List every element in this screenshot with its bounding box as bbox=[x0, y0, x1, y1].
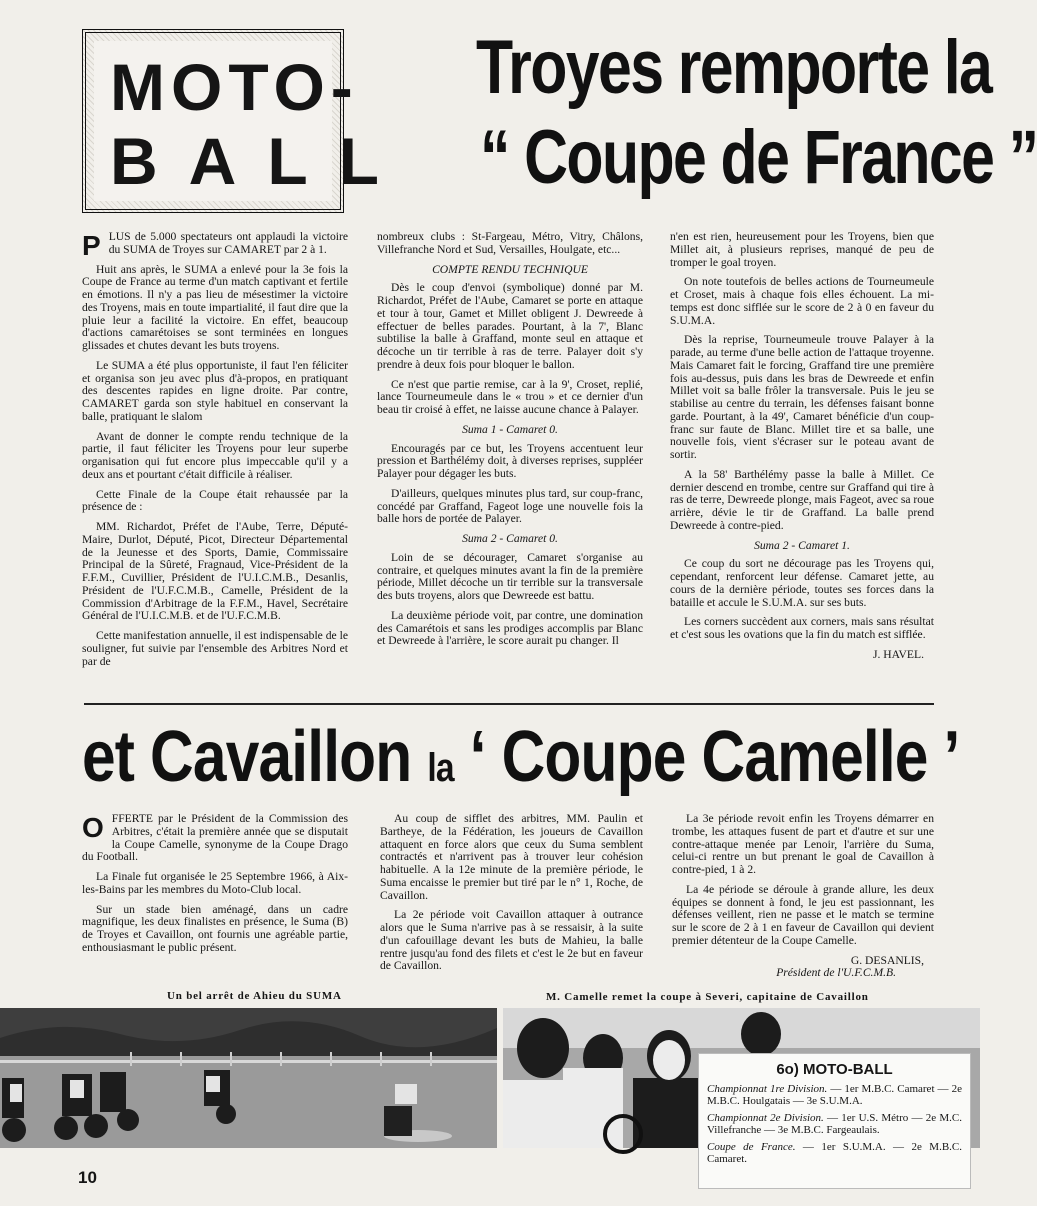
score-line: Suma 2 - Camaret 0. bbox=[462, 532, 558, 545]
paragraph: On note toutefois de belles actions de Tourneumeule et Croset, mais à chaque fois elles échouent. La mi-temps est donc sifflée sur le score de 2 à 0 en faveur du S.U.M.A. bbox=[670, 275, 934, 327]
article-2-column-1 bbox=[82, 813, 348, 962]
article-1-column-3 bbox=[670, 231, 934, 669]
paragraph: Avant de donner le compte rendu technique de la partie, il faut féliciter les Troyens pour leur superbe organisation qui fut encore plus impeccable qu'il y a deux ans et pourtant c'était difficile à réaliser. bbox=[82, 429, 348, 481]
photo-caption-right: M. Camelle remet la coupe à Severi, capitaine de Cavaillon bbox=[546, 991, 869, 1003]
section-title-line2: BALL bbox=[110, 123, 410, 198]
results-box bbox=[698, 1053, 971, 1189]
headline-2-part1: et Cavaillon bbox=[82, 717, 412, 797]
article-2-column-2 bbox=[380, 813, 643, 980]
section-title-box bbox=[82, 29, 410, 213]
article-1-column-1 bbox=[82, 231, 348, 675]
paragraph: MM. Richardot, Préfet de l'Aube, Terre, Député-Maire, Durlot, Député, Picot, Directeur Départemental de la Jeunesse et des Sports, Damie, Commissaire Principal de la Sûreté, Fragnaud, Vice-Président de la F.F.M., Cuvillier, Président de l'U.I.C.M.B., Desanlis, Président de l'U.F.C.M.B., Camelle, Président de la Commission d'Arbitrage de la F.F.M., Havel, Secrétaire Général de l'U.I.C.M.B. et de l'U.F.C.M.B. bbox=[82, 520, 348, 623]
score-line: Suma 2 - Camaret 1. bbox=[754, 538, 850, 552]
paragraph: A la 58' Barthélémy passe la balle à Millet. Ce dernier descend en trombe, centre sur Graffand qui tire à ras de terre, Dewreede plonge, mais Fageot, avec sa roue arrière, dévie le tir de Graffand. La balle prend Dewreede à contre-pied. bbox=[670, 467, 934, 532]
section-divider bbox=[84, 703, 934, 705]
paragraph: Les corners succèdent aux corners, mais sans résultat et c'est sous les ovations que la fin du match est sifflée. bbox=[670, 615, 934, 641]
photo-left-motoball-match bbox=[0, 1008, 497, 1148]
headline-2-part2: la bbox=[427, 746, 454, 790]
paragraph: n'en est rien, heureusement pour les Troyens, bien que Millet ait, à plusieurs reprises, manqué de peu de tromper le goal troyen. bbox=[670, 230, 934, 269]
headline-1-line2: “ Coupe de France ” bbox=[480, 115, 1037, 200]
page-number: 10 bbox=[78, 1168, 97, 1187]
article-1-column-2 bbox=[377, 231, 643, 655]
headline-1-line1: Troyes remporte la bbox=[476, 25, 992, 110]
headline-2-part3: ‘ Coupe Camelle ’ bbox=[469, 717, 960, 797]
drop-cap: O bbox=[82, 812, 104, 843]
paragraph: Huit ans après, le SUMA a enlevé pour la 3e fois la Coupe de France au terme d'un match captivant et fertile en émotions. Il n'y a pas lieu de mésestimer la victoire des Troyens, mais en toute impartialité, il faut dire que la pluie leur a facilité la victoire. En effet, beaucoup d'actions camarétoises se sont terminées en longues glissades et chutes devant les buts troyens. bbox=[82, 262, 348, 352]
paragraph: Dès le coup d'envoi (symbolique) donné par M. Richardot, Préfet de l'Aube, Camaret se porte en attaque et tour à tour, Gamet et Millet obligent J. Dewreede à effectuer de belles parades. Pourtant, à la 7', Blanc subtilise la balle à Graffand, monte seul en attaque et décoche un tir terrible à ras de terre. Palayer doit s'y prendre à deux fois pour bloquer le ballon. bbox=[377, 281, 643, 371]
paragraph: PLUS de 5.000 spectateurs ont applaudi la victoire du SUMA de Troyes sur CAMARET par 2 à 1. bbox=[82, 230, 348, 261]
paragraph: OFFERTE par le Président de la Commission des Arbitres, c'était la première année que se disputait la Coupe Camelle, synonyme de la Coupe Drago du Football. bbox=[82, 812, 348, 864]
paragraph: Ce n'est que partie remise, car à la 9', Croset, replié, lance Tourneumeule dans le « trou » et ce dernier d'un beau tir croisé à effet, ne laisse aucune chance à Palayer. bbox=[377, 377, 643, 416]
paragraph: Dès la reprise, Tourneumeule trouve Palayer à la parade, au terme d'une belle action de l'attaque troyenne. Mais Camaret fait le forcing, Graffand tire une première fois au-dessus, puis dans les bras de Dewreede et enfin Millet voit sa balle frôler la transversale. Puis le jeu se stabilise au centre du terrain, les défenses faisant bonne garde. Pourtant, à la 49', Camaret bénéficie d'un coup-franc sur faute de Blanc. Millet tire et sa balle, une nouvelle fois, vient s'écraser sur le poteau avant de sortir. bbox=[670, 333, 934, 461]
author-signature: G. DESANLIS, bbox=[850, 953, 924, 967]
results-second-division: Championnat 2e Division. — 1er U.S. Métro — 2e M.C. Villefranche — 3e M.B.C. Fargeaulais. bbox=[707, 1111, 962, 1136]
paragraph: La 2e période voit Cavaillon attaquer à outrance alors que le Suma n'arrive pas à se ressaisir, à la suite d'un cafouillage devant les buts de Mahieu, la balle rentre jusqu'au fond des filets et c'est le 2e but en faveur de Cavaillon. bbox=[380, 908, 643, 973]
paragraph: Sur un stade bien aménagé, dans un cadre magnifique, les deux finalistes en présence, le Suma (B) de Troyes et Cavaillon, ont fournis une agréable partie, enthousiasmant le public présent. bbox=[82, 902, 348, 954]
results-coupe-de-france: Coupe de France. — 1er S.U.M.A. — 2e M.B.C. Camaret. bbox=[707, 1140, 962, 1165]
section-title-line1: MOTO- bbox=[110, 50, 359, 124]
author-signature: J. HAVEL. bbox=[873, 647, 924, 661]
paragraph: Ce coup du sort ne décourage pas les Troyens qui, cependant, renforcent leur défense. Camaret jette, au cours de la dernière période, toutes ses forces dans la bataille et accule le S.U.M.A. sur ses buts. bbox=[670, 557, 934, 609]
paragraph: nombreux clubs : St-Fargeau, Métro, Vitry, Châlons, Villefranche Nord et Sud, Versailles, Houlgate, etc... bbox=[377, 230, 643, 256]
paragraph: Au coup de sifflet des arbitres, MM. Paulin et Bartheye, de la Fédération, les joueurs de Cavaillon attaquent en force alors que ceux du Suma semblent contractés et n'arrivent pas à trouver leur cohésion habituelle. A la 12e minute de la première période, le Suma encaisse le premier but tiré par le n° 1, Roche, de Cavaillon. bbox=[380, 812, 643, 902]
paragraph: La deuxième période voit, par contre, une domination des Camarétois et sans les prodiges accomplis par Blanc et Dewreede à l'arrière, le score aurait pu changer. Il bbox=[377, 608, 643, 648]
paragraph: Cette Finale de la Coupe était rehaussée par la présence de : bbox=[82, 487, 348, 514]
paragraph: La 3e période revoit enfin les Troyens démarrer en trombe, les attaques fusent de part et d'autre et sur une contre-attaque menée par Lenoir, l'arrière du Suma, celui-ci rentre un but prenant le goal de Cavaillon à contre-pied, 1 à 2. bbox=[672, 812, 934, 876]
subheading: COMPTE RENDU TECHNIQUE bbox=[432, 262, 588, 276]
paragraph: D'ailleurs, quelques minutes plus tard, sur coup-franc, concédé par Graffand, Fageot loge une nouvelle fois la balle hors de portée de Palayer. bbox=[377, 486, 643, 526]
drop-cap: P bbox=[82, 230, 101, 261]
results-first-division: Championnat 1re Division. — 1er M.B.C. Camaret — 2e M.B.C. Houlgatais — 3e S.U.M.A. bbox=[707, 1082, 962, 1107]
paragraph: La 4e période se déroule à grande allure, les deux équipes se donnent à fond, le jeu est passionnant, les défenses veillent, rien ne passe et le match se termine sur le score de 2 à 1 en faveur de Cavaillon qui devient premier détenteur de la Coupe Camelle. bbox=[672, 882, 934, 947]
author-title: Président de l'U.F.C.M.B. bbox=[776, 966, 896, 980]
score-line: Suma 1 - Camaret 0. bbox=[462, 422, 558, 436]
paragraph: La Finale fut organisée le 25 Septembre 1966, à Aix-les-Bains par les membres du Moto-Club local. bbox=[82, 870, 348, 896]
paragraph: Encouragés par ce but, les Troyens accentuent leur pression et Barthélémy doit, à diverses reprises, suppléer Palayer pour dégager les buts. bbox=[377, 441, 643, 480]
paragraph: Cette manifestation annuelle, il est indispensable de le souligner, fut suivie par l'ensemble des Arbitres Nord et par de bbox=[82, 629, 348, 668]
results-title: 6o) MOTO-BALL bbox=[776, 1061, 893, 1078]
paragraph: Le SUMA a été plus opportuniste, il faut l'en féliciter et organisa son jeu avec plus d'à-propos, en pratiquant des descentes rapides en ligne droite. Par contre, CAMARET garda son style habituel en conservant la balle, pratiquant le slalom bbox=[82, 358, 348, 423]
paragraph: Loin de se décourager, Camaret s'organise au contraire, et quelques minutes avant la fin de la première période, Millet décoche un tir terrible sur la transversale des buts troyens, alors que Dewreede est battu. bbox=[377, 550, 643, 602]
headline-2 bbox=[82, 716, 960, 798]
article-2-column-3 bbox=[672, 813, 934, 987]
photo-caption-left: Un bel arrêt de Ahieu du SUMA bbox=[167, 990, 342, 1002]
